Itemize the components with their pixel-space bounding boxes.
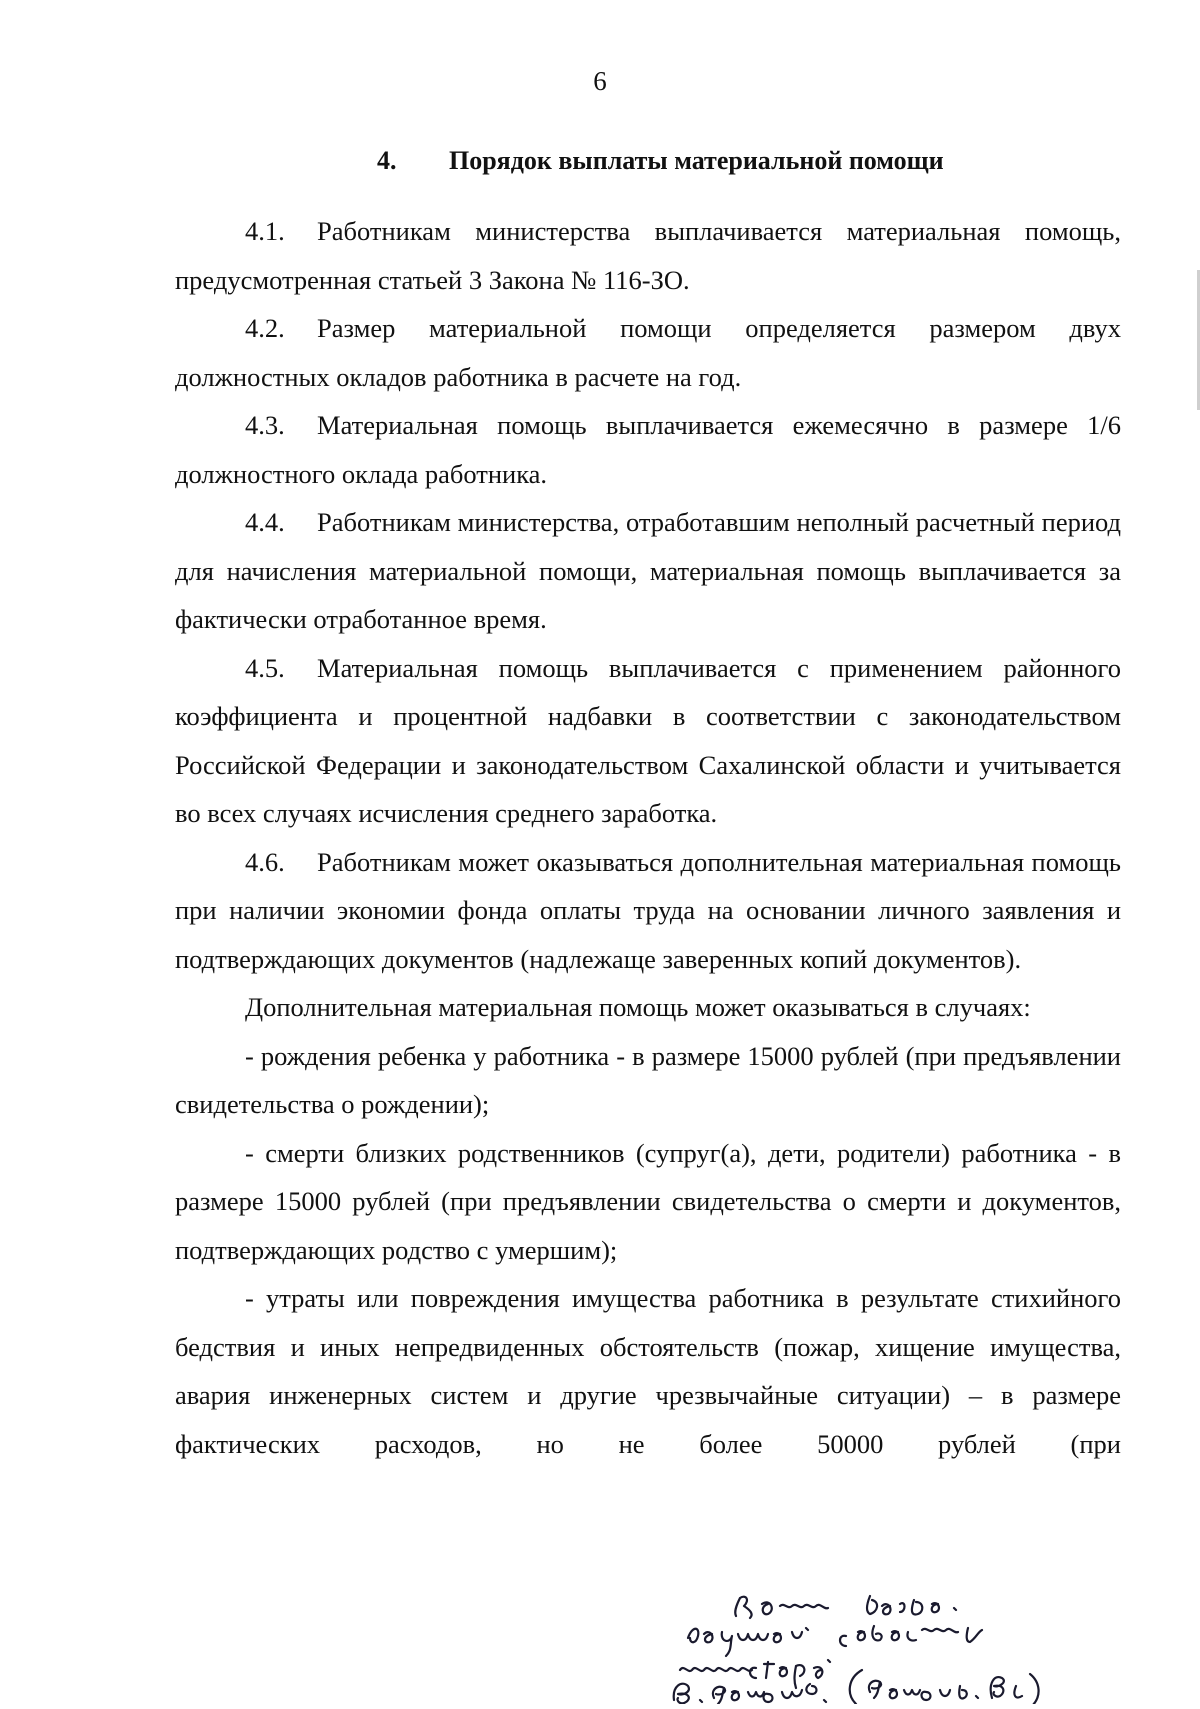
- clause-number: 4.4.: [245, 507, 285, 537]
- case-birth: - рождения ребенка у работника - в размере 15000 рублей (при предъявлении свидетельства о рождении);: [175, 1040, 1121, 1119]
- clause-4-5: [175, 644, 1121, 838]
- clause-number: 4.3.: [245, 410, 285, 440]
- case-property-loss: - утраты или повреждения имущества работника в результате стихийного бедствия и иных непредвиденных обстоятельств (пожар, хищение имущества, авария инженерных систем и другие чрезвычайные ситуации) – в размере фактических расходов, но не более 50000 рублей (при: [175, 1283, 1121, 1459]
- additional-intro: Дополнительная материальная помощь может оказываться в случаях:: [245, 992, 1031, 1022]
- clause-number: 4.2.: [245, 313, 285, 343]
- clause-text: Материальная помощь выплачивается ежемесячно в размере 1/6 должностного оклада работника.: [175, 410, 1121, 489]
- clause-text: Работникам может оказываться дополнительная материальная помощь при наличии экономии фонда оплаты труда на основании личного заявления и подтверждающих документов (надлежаще заверенных копий документов).: [175, 846, 1121, 974]
- page-number: 6: [593, 66, 607, 96]
- document-body: [175, 207, 1121, 1468]
- section-heading: [377, 146, 944, 176]
- clause-number: 4.6.: [245, 846, 285, 877]
- clause-text: Работникам министерства, отработавшим неполный расчетный период для начисления материальной помощи, материальная помощь выплачивается за фактически отработанное время.: [175, 507, 1121, 634]
- clause-number: 4.5.: [245, 652, 285, 683]
- clause-text: Материальная помощь выплачивается с применением районного коэффициента и процентной надбавки в соответствии с законодательством Российской Федерации и законодательством Сахалинской области и учитывается во всех случаях исчисления среднего заработка.: [175, 652, 1121, 828]
- clause-4-4: [175, 498, 1121, 644]
- case-death: - смерти близких родственников (супруг(а), дети, родители) работника - в размере 15000 рублей (при предъявлении свидетельства о смерти и документов, подтверждающих родство с умершим);: [175, 1137, 1121, 1265]
- handwriting-scribble: [670, 1574, 1190, 1704]
- clause-text: Работникам министерства выплачивается материальная помощь, предусмотренная статьей 3 Закона № 116-ЗО.: [175, 216, 1121, 295]
- clause-4-1: [175, 207, 1121, 304]
- handwritten-certification-note: [670, 1574, 1190, 1704]
- section-title: Порядок выплаты материальной помощи: [449, 146, 944, 175]
- clause-number: 4.1.: [245, 216, 285, 246]
- clause-4-3: [175, 401, 1121, 498]
- clause-4-6: [175, 838, 1121, 984]
- clause-4-2: [175, 304, 1121, 401]
- clause-text: Размер материальной помощи определяется размером двух должностных окладов работника в расчете на год.: [175, 313, 1121, 392]
- section-number: 4.: [377, 146, 397, 175]
